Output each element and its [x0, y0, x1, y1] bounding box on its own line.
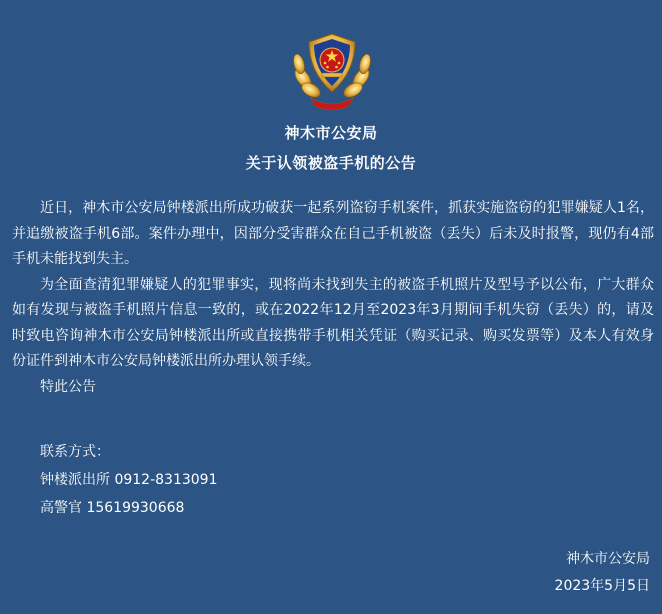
signature-org: 神木市公安局	[566, 551, 650, 567]
signature-date: 2023年5月5日	[554, 578, 650, 594]
announcement-body	[12, 196, 654, 400]
title-subject: 关于认领被盗手机的公告	[245, 154, 417, 172]
contact-line-station: 钟楼派出所 0912-8313091	[40, 472, 218, 488]
contact-line-officer: 高警官 15619930668	[40, 500, 185, 516]
signature-block	[555, 546, 650, 600]
body-paragraph-2: 为全面查清犯罪嫌疑人的犯罪事实，现将尚未找到失主的被盗手机照片及型号予以公布，广大群众如有发现与被盗手机照片信息一致的，或在2022年12月至2023年3月期间手机失窃（丢失）的，请及时致电咨询神木市公安局钟楼派出所或直接携带手机相关凭证（购买记录、购买发票等）及本人有效身份证件到神木市公安局钟楼派出所办理认领手续。	[12, 276, 654, 369]
police-emblem-icon	[289, 26, 375, 112]
announcement-title	[0, 118, 662, 178]
title-organization: 神木市公安局	[284, 124, 378, 142]
contact-heading: 联系方式：	[40, 444, 110, 460]
body-paragraph-1: 近日，神木市公安局钟楼派出所成功破获一起系列盗窃手机案件，抓获实施盗窃的犯罪嫌疑人1名，并追缴被盗手机6部。案件办理中，因部分受害群众在自己手机被盗（丢失）后未及时报警，现仍有4部手机未能找到失主。	[12, 200, 654, 267]
contact-info	[40, 438, 217, 522]
closing-line: 特此公告	[40, 378, 96, 395]
